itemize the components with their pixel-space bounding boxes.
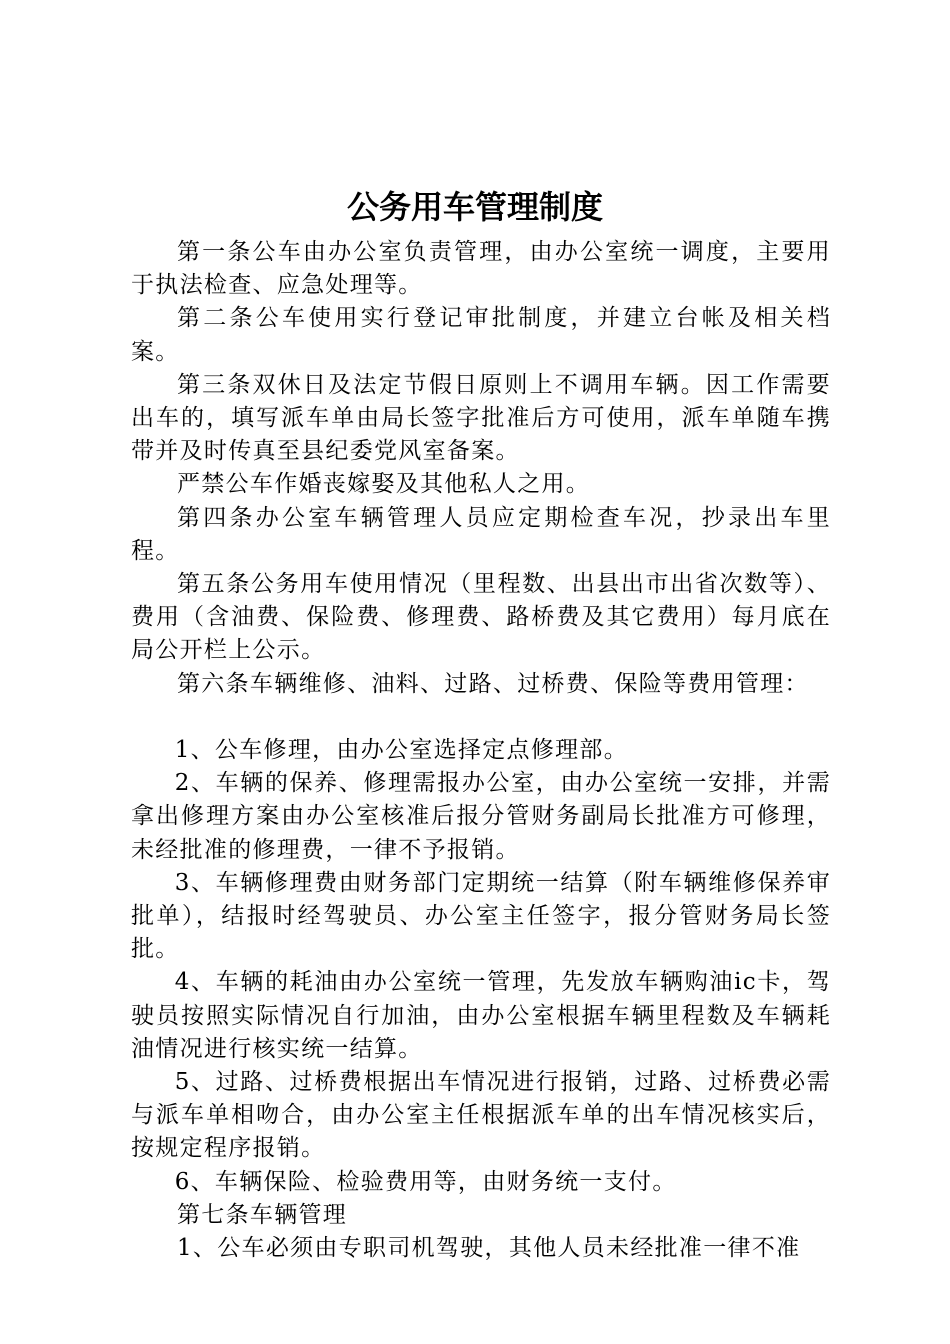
paragraph-article-2: 第二条公车使用实行登记审批制度，并建立台帐及相关档案。 bbox=[131, 305, 831, 365]
blank-line bbox=[131, 701, 831, 734]
paragraph-item-6: 6、车辆保险、检验费用等，由财务统一支付。 bbox=[174, 1168, 677, 1195]
paragraph-item-5: 5、过路、过桥费根据出车情况进行报销，过路、过桥费必需与派车单相吻合，由办公室主任根据派车单的出车情况核实后，按规定程序报销。 bbox=[131, 1069, 831, 1162]
paragraph-item-4: 4、车辆的耗油由办公室统一管理，先发放车辆购油ic卡，驾驶员按照实际情况自行加油，由办公室根据车辆里程数及车辆耗油情况进行核实统一结算。 bbox=[131, 969, 831, 1062]
paragraph-item-1: 1、公车修理，由办公室选择定点修理部。 bbox=[174, 737, 629, 764]
paragraph-article-3: 第三条双休日及法定节假日原则上不调用车辆。因工作需要出车的，填写派车单由局长签字批准后方可使用，派车单随车携带并及时传真至县纪委党风室备案。 bbox=[131, 371, 831, 465]
paragraph-article-7: 第七条车辆管理 bbox=[177, 1201, 348, 1228]
paragraph-item-2: 2、车辆的保养、修理需报办公室，由办公室统一安排，并需拿出修理方案由办公室核准后报分管财务副局长批准方可修理，未经批准的修理费，一律不予报销。 bbox=[131, 770, 831, 863]
paragraph-article-7-item-1: 1、公车必须由专职司机驾驶，其他人员未经批准一律不准 bbox=[177, 1235, 801, 1262]
document-title: 公务用车管理制度 bbox=[346, 188, 603, 226]
paragraph-article-1: 第一条公车由办公室负责管理，由办公室统一调度，主要用于执法检查、应急处理等。 bbox=[131, 239, 831, 299]
paragraph-item-3: 3、车辆修理费由财务部门定期统一结算（附车辆维修保养审批单），结报时经驾驶员、办公室主任签字，报分管财务局长签批。 bbox=[131, 869, 831, 963]
paragraph-private-use-ban: 严禁公车作婚丧嫁娶及其他私人之用。 bbox=[177, 471, 591, 498]
paragraph-article-4: 第四条办公室车辆管理人员应定期检查车况，抄录出车里程。 bbox=[131, 504, 831, 564]
document-body bbox=[131, 236, 831, 1265]
paragraph-article-5: 第五条公务用车使用情况（里程数、出县出市出省次数等）、费用（含油费、保险费、修理费、路桥费及其它费用）每月底在局公开栏上公示。 bbox=[131, 571, 831, 664]
paragraph-article-6: 第六条车辆维修、油料、过路、过桥费、保险等费用管理： bbox=[177, 670, 809, 697]
